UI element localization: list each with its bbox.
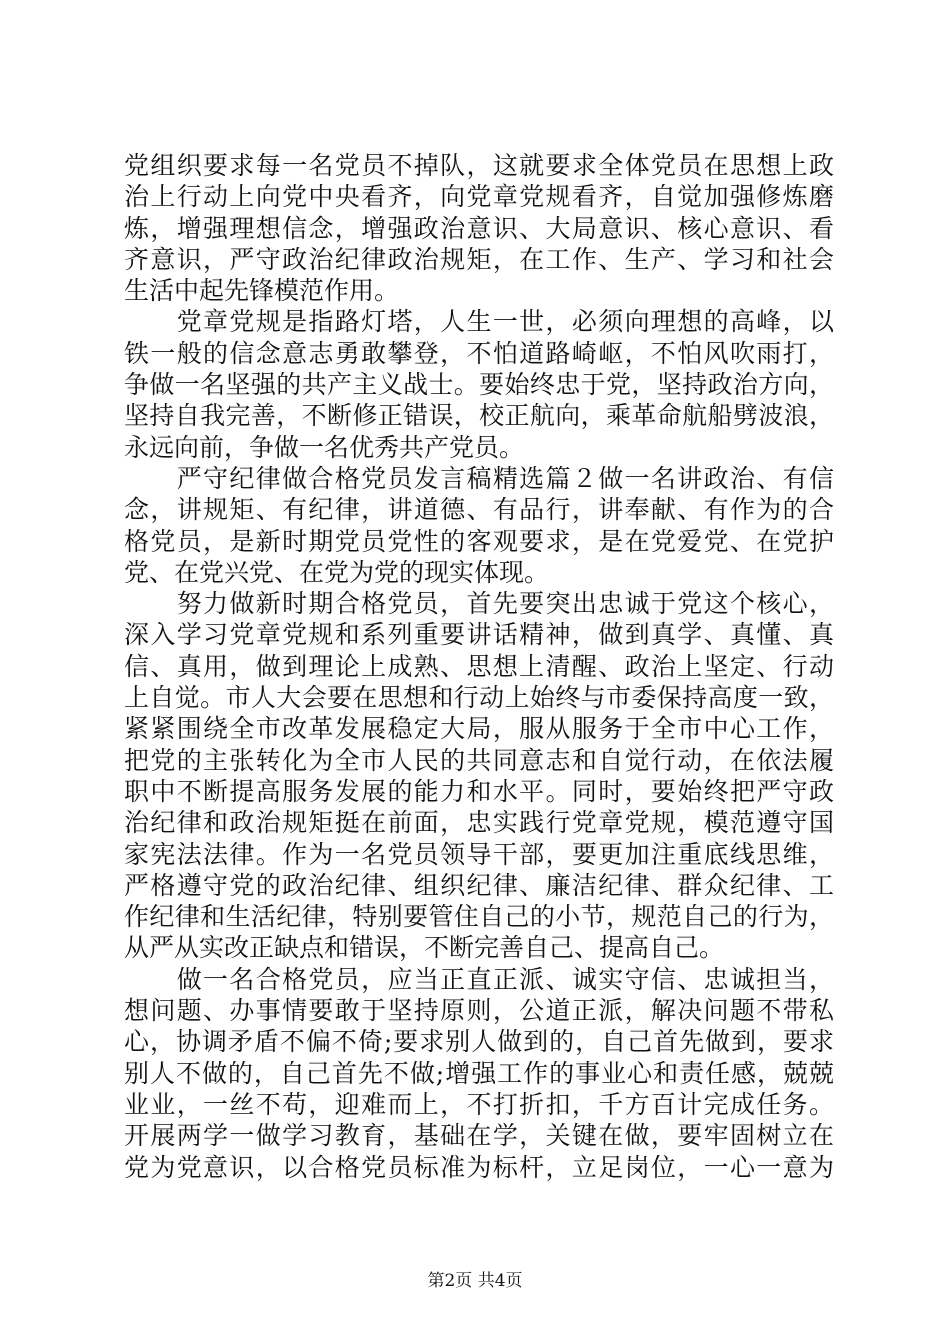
text-line: 格党员，是新时期党员党性的客观要求，是在党爱党、在党护 [124, 526, 834, 556]
text-line: 生活中起先锋模范作用。 [124, 276, 400, 306]
text-line: 党为党意识，以合格党员标准为标杆，立足岗位，一心一意为 [124, 1152, 834, 1182]
body-text [124, 150, 834, 1183]
text-line: 党、在党兴党、在党为党的现实体现。 [124, 557, 550, 587]
text-line: 家宪法法律。作为一名党员领导干部，要更加注重底线思维， [124, 839, 834, 869]
text-line: 紧紧围绕全市改革发展稳定大局，服从服务于全市中心工作， [124, 714, 834, 744]
text-line: 坚持自我完善，不断修正错误，校正航向，乘革命航船劈波浪， [124, 401, 834, 431]
text-line: 齐意识，严守政治纪律政治规矩，在工作、生产、学习和社会 [124, 244, 834, 274]
text-line: 开展两学一做学习教育，基础在学，关键在做，要牢固树立在 [124, 1121, 834, 1151]
text-line: 念，讲规矩、有纪律，讲道德、有品行，讲奉献、有作为的合 [124, 495, 834, 525]
text-line: 上自觉。市人大会要在思想和行动上始终与市委保持高度一致， [124, 683, 834, 713]
text-line: 铁一般的信念意志勇敢攀登，不怕道路崎岖，不怕风吹雨打， [124, 338, 834, 368]
text-line: 作纪律和生活纪律，特别要管住自己的小节，规范自己的行为， [124, 902, 834, 932]
page-footer: 第2页 共4页 [427, 1271, 523, 1291]
text-line: 职中不断提高服务发展的能力和水平。同时，要始终把严守政 [124, 776, 834, 806]
text-line: 争做一名坚强的共产主义战士。要始终忠于党，坚持政治方向， [124, 370, 834, 400]
text-line: 治纪律和政治规矩挺在前面，忠实践行党章党规，模范遵守国 [124, 808, 834, 838]
text-line: 从严从实改正缺点和错误，不断完善自己、提高自己。 [124, 933, 725, 963]
text-line: 永远向前，争做一名优秀共产党员。 [124, 432, 525, 462]
text-line: 努力做新时期合格党员，首先要突出忠诚于党这个核心， [124, 589, 834, 619]
text-line: 严格遵守党的政治纪律、组织纪律、廉洁纪律、群众纪律、工 [124, 870, 834, 900]
text-line: 业业，一丝不苟，迎难而上，不打折扣，千方百计完成任务。 [124, 1089, 834, 1119]
text-line: 心，协调矛盾不偏不倚;要求别人做到的，自己首先做到，要求 [124, 1027, 834, 1057]
text-line: 把党的主张转化为全市人民的共同意志和自觉行动，在依法履 [124, 745, 834, 775]
text-line: 深入学习党章党规和系列重要讲话精神，做到真学、真懂、真 [124, 620, 834, 650]
text-line: 信、真用，做到理论上成熟、思想上清醒、政治上坚定、行动 [124, 651, 834, 681]
text-line: 严守纪律做合格党员发言稿精选篇２做一名讲政治、有信 [124, 463, 834, 493]
text-line: 党组织要求每一名党员不掉队，这就要求全体党员在思想上政 [124, 151, 834, 180]
text-line: 党章党规是指路灯塔，人生一世，必须向理想的高峰，以 [124, 307, 834, 337]
text-line: 炼，增强理想信念，增强政治意识、大局意识、核心意识、看 [124, 213, 834, 243]
text-line: 治上行动上向党中央看齐，向党章党规看齐，自觉加强修炼磨 [124, 182, 834, 212]
text-line: 想问题、办事情要敢于坚持原则，公道正派，解决问题不带私 [124, 996, 834, 1026]
text-line: 做一名合格党员，应当正直正派、诚实守信、忠诚担当， [124, 964, 834, 994]
text-line: 别人不做的，自己首先不做;增强工作的事业心和责任感，兢兢 [124, 1058, 834, 1088]
